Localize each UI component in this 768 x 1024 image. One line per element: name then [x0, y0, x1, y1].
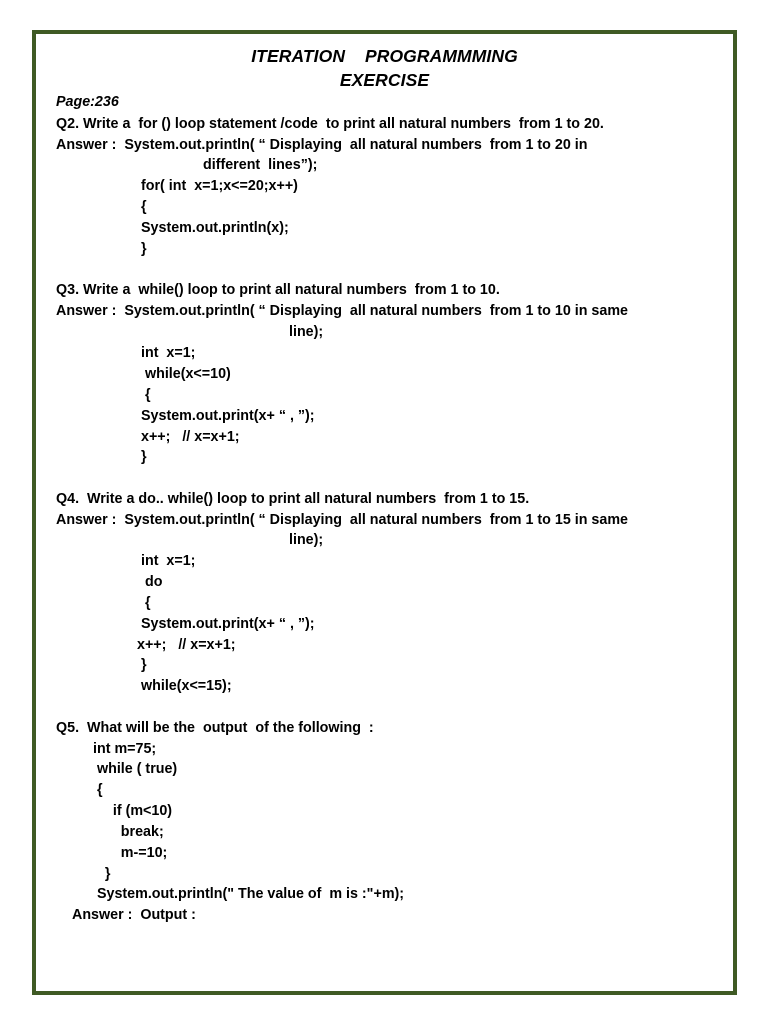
q4-code-line: } [141, 657, 147, 673]
q4-code-line: while(x<=15); [141, 678, 232, 694]
worksheet-content [36, 34, 733, 991]
q4-code-line: int x=1; [141, 553, 196, 569]
q3-code-line: { [141, 387, 151, 403]
q5-code-line: if (m<10) [93, 803, 173, 819]
q2-code-line: for( int x=1;x<=20;x++) [141, 178, 298, 194]
q5-answer: Answer : Output : [72, 907, 196, 923]
title-line-2: EXERCISE [339, 70, 430, 90]
q5-code-line: { [93, 782, 103, 798]
q2-answer-line-1: Answer : System.out.println( “ Displaying all natural numbers from 1 to 20 in [56, 137, 588, 153]
title-line-1: ITERATION PROGRAMMMING [251, 46, 518, 66]
q4-code-line: x++; // x=x+1; [137, 637, 236, 653]
q3-code-line: while(x<=10) [141, 366, 231, 382]
q3-question: Q3. Write a while() loop to print all natural numbers from 1 to 10. [56, 282, 500, 298]
q4-code-line: { [141, 595, 151, 611]
q4-answer-line-2: line); [289, 532, 324, 548]
q2-question: Q2. Write a for () loop statement /code to print all natural numbers from 1 to 20. [56, 116, 604, 132]
q3-answer-line-2: line); [289, 324, 324, 340]
q5-code-line: } [93, 866, 111, 882]
q3-code-line: int x=1; [141, 345, 196, 361]
q4-question: Q4. Write a do.. while() loop to print all natural numbers from 1 to 15. [56, 491, 530, 507]
q4-code-line: System.out.print(x+ “ , ”); [141, 616, 315, 632]
q2-code-line: } [141, 241, 147, 257]
page-border [32, 30, 737, 995]
q3-code-line: } [141, 449, 147, 465]
q3-code-line: x++; // x=x+1; [141, 429, 240, 445]
q5-code-line: System.out.println(" The value of m is :"+m); [93, 886, 405, 902]
q2-answer-line-2: different lines”); [203, 157, 318, 173]
q5-code-line: int m=75; [93, 741, 157, 757]
q2-code-line: System.out.println(x); [141, 220, 289, 236]
q5-code-line: while ( true) [93, 761, 178, 777]
q5-question: Q5. What will be the output of the following : [56, 720, 374, 736]
q5-code-line: break; [93, 824, 164, 840]
q3-code-line: System.out.print(x+ “ , ”); [141, 408, 315, 424]
q4-code-line: do [141, 574, 163, 590]
q5-code-line: m-=10; [93, 845, 168, 861]
page-label: Page:236 [56, 94, 119, 110]
q3-answer-line-1: Answer : System.out.println( “ Displaying all natural numbers from 1 to 10 in same [56, 303, 628, 319]
q4-answer-line-1: Answer : System.out.println( “ Displaying all natural numbers from 1 to 15 in same [56, 512, 628, 528]
q2-code-line: { [141, 199, 147, 215]
